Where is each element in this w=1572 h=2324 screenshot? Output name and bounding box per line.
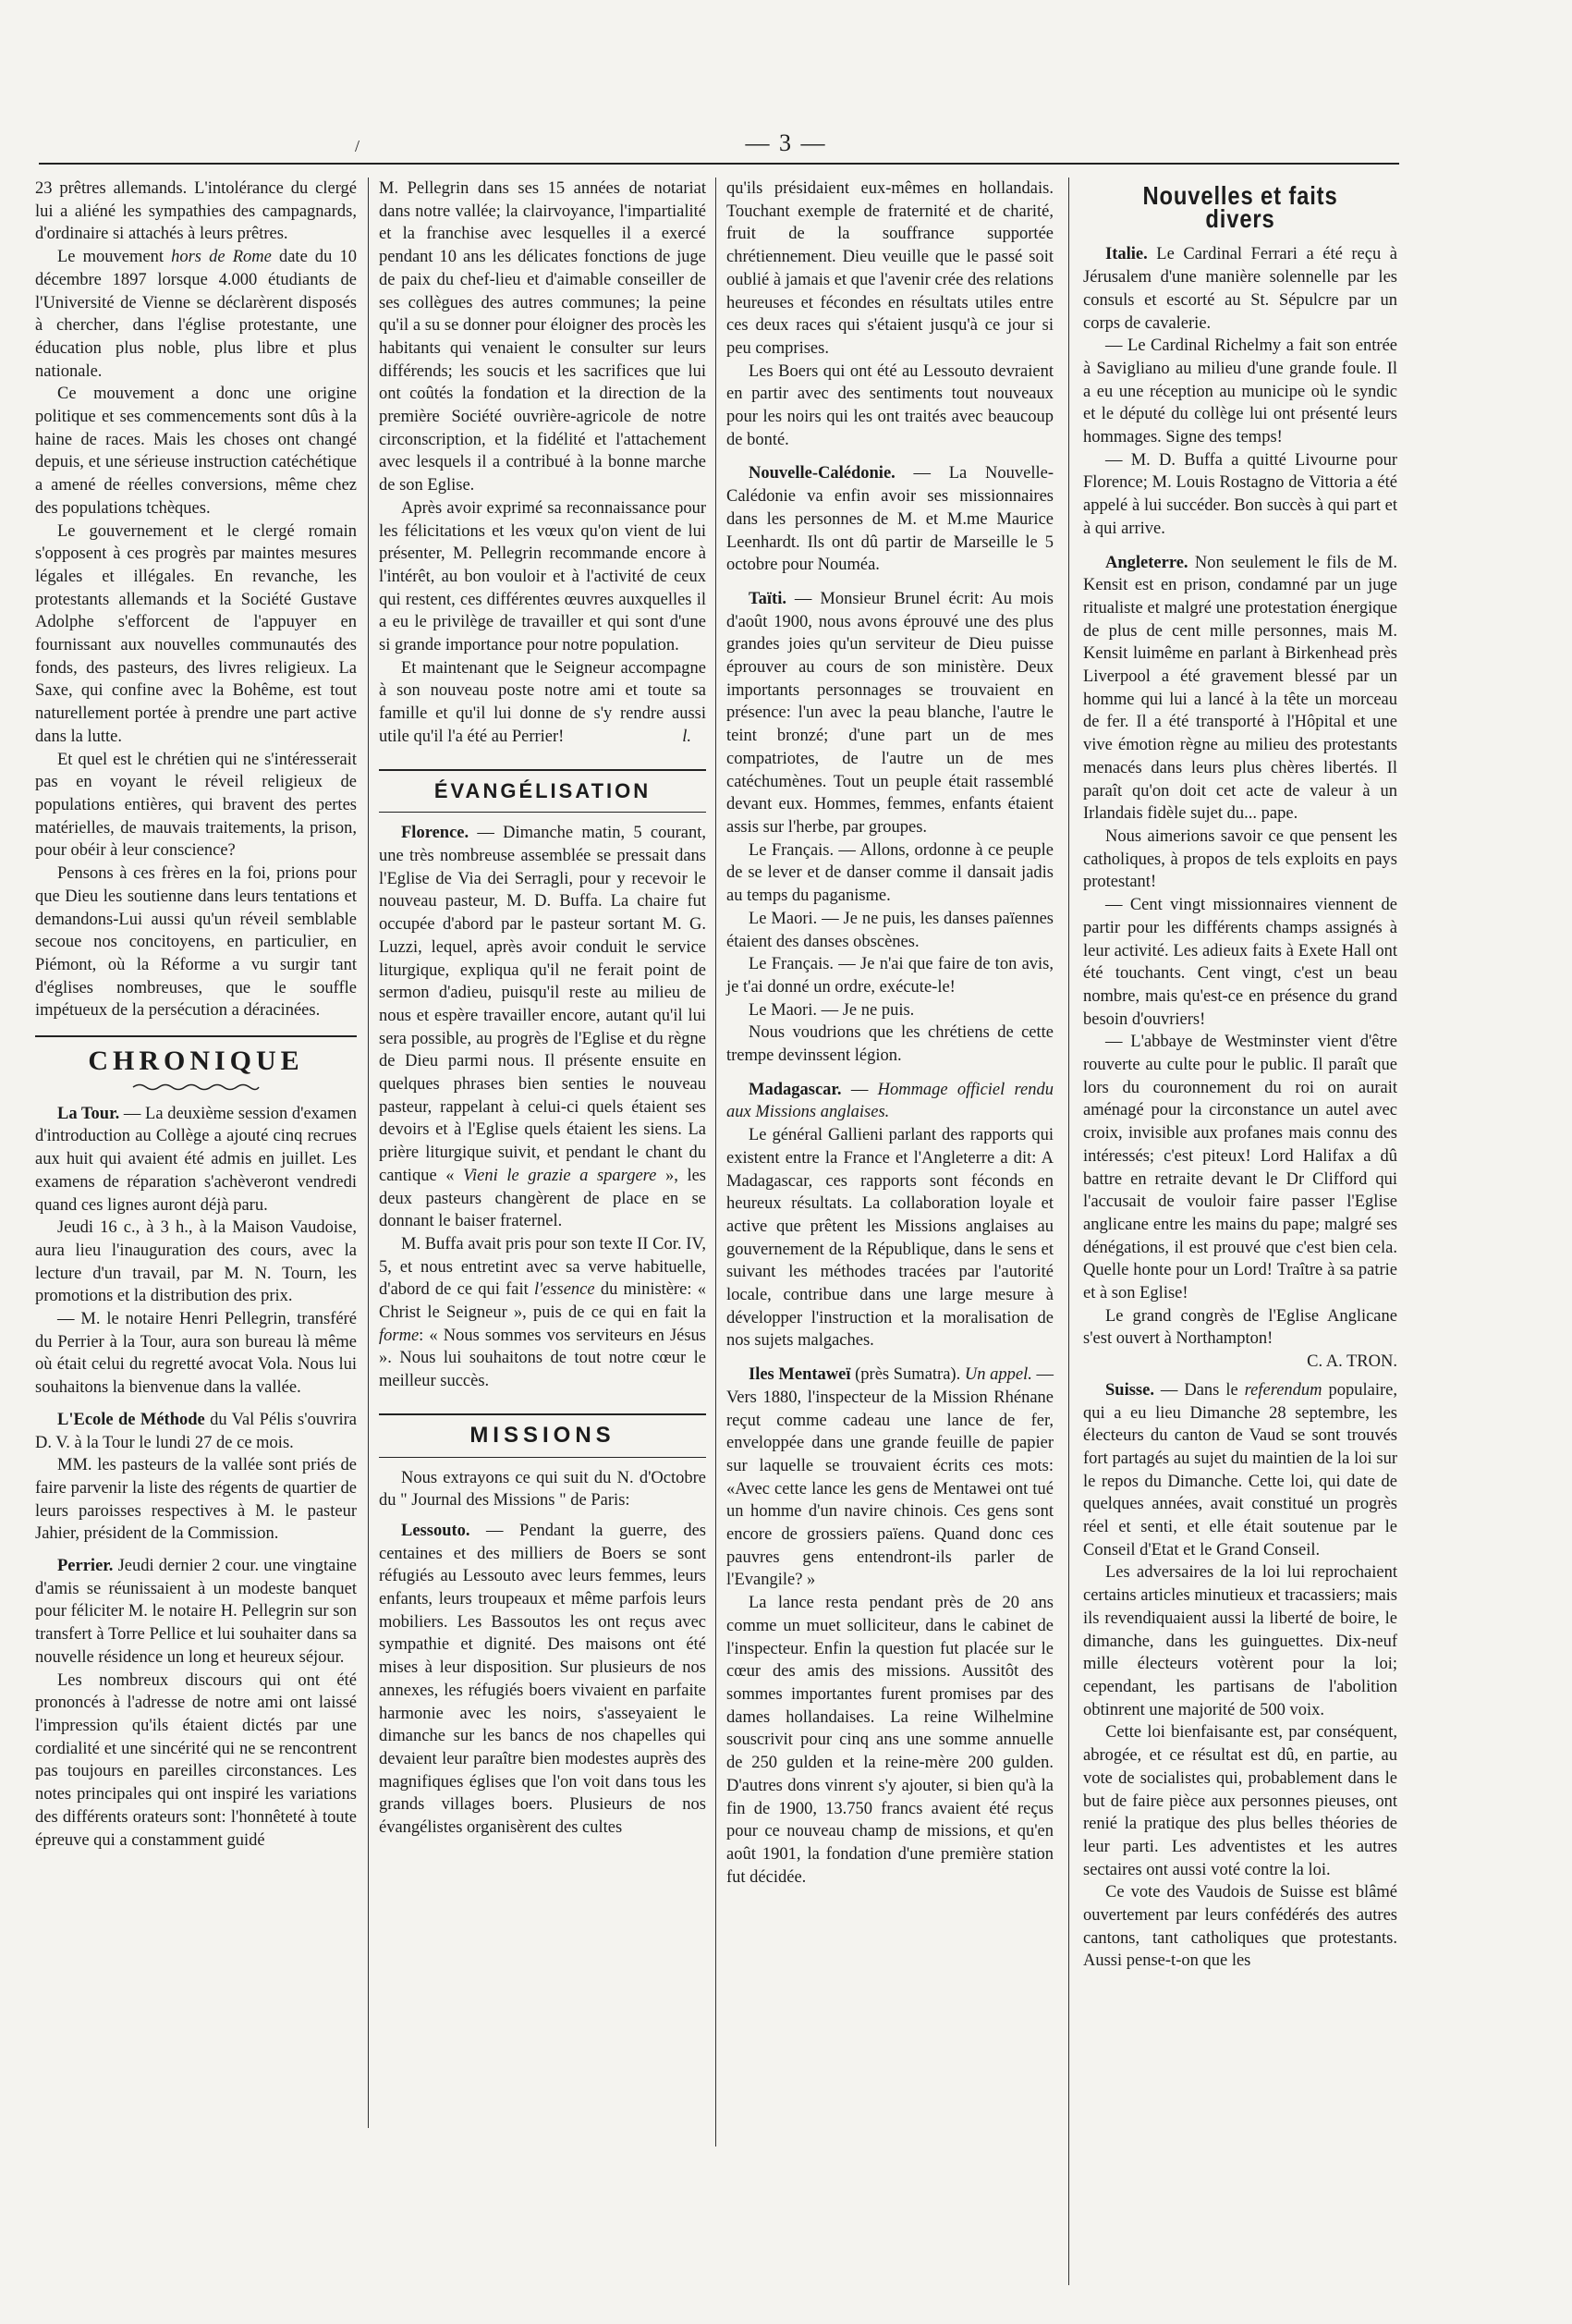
paragraph: Nous aimerions savoir ce que pensent les catholiques, à propos de tels exploits en pays protestant!	[1083, 826, 1397, 892]
paragraph: M. Buffa avait pris pour son texte II Cor. IV, 5, et nous entretint avec sa verve habituelle, d'abord de ce qui fait l'essence du ministère: « Christ le Seigneur », puis de ce qui en fait la forme: « Nous sommes vos serviteurs en Jésus ». Nous lui souhaitons de tout notre cœur le meilleur succès.	[379, 1234, 706, 1391]
paragraph: Le Français. — Je n'ai que faire de ton avis, je t'ai donné un ordre, exécute-le!	[726, 955, 1054, 997]
paragraph: Iles Mentaweï (près Sumatra). Un appel. — Vers 1880, l'inspecteur de la Mission Rhénane reçut comme cadeau une lance de fer, enveloppée dans une grande feuille de papier sur laquelle se trouvaient écrits ces mots: «Avec cette lance les gens de Mentawei ont tué un homme d'un navire chinois. Ces gens sont encore de grossiers païens. Quand donc ces pauvres gens entendront-ils parler de l'Evangile? »	[726, 1365, 1054, 1590]
paragraph: Les Boers qui ont été au Lessouto devraient en partir avec des sentiments tout nouveaux pour les noirs qui les ont traités avec beaucoup de bonté.	[726, 361, 1054, 449]
paragraph: Le Français. — Allons, ordonne à ce peuple de se lever et de danser comme il dansait jadis au temps du paganisme.	[726, 840, 1054, 906]
section-rule	[379, 812, 706, 813]
column-2	[379, 177, 706, 1840]
paragraph: Taïti. — Monsieur Brunel écrit: Au mois d'août 1900, nous avons éprouvé une des plus grandes joies qu'un serviteur de Dieu puisse éprouver au cours de son ministère. Deux importants personnages se trouvaient en présence: l'un avec la peau blanche, l'autre le teint bronzé; d'une part un de mes compatriotes, de l'autre un de mes catéchumènes. Tout un peuple était rassemblé devant eux. Hommes, femmes, enfants étaient assis sur l'herbe, par groupes.	[726, 589, 1054, 837]
paragraph: — L'abbaye de Westminster vient d'être rouverte au culte pour le public. Il paraît que lors du couronnement du roi on aurait aménagé pour la circonstance un autel avec croix, invisible aux profanes mais connu des intéressés; c'est piteux! Lord Halifax a dû battre en retraite devant le Dr Clifford qui l'accusait de vouloir faire passer l'Eglise anglicane entre les mains du pape; malgré ses dénégations, il est prouvé que c'est bien cela. Quelle honte pour un Lord! Traître à sa patrie et à son Eglise!	[1083, 1033, 1397, 1303]
paragraph: Les adversaires de la loi lui reprochaient certains articles minutieux et tracassiers; mais ils revendiquaient aussi la liberté de boire, le dimanche, dans les guinguettes. Dix-neuf mille électeurs votèrent pour la loi; cependant, les partisans de l'abolition obtinrent une majorité de 500 voix.	[1083, 1563, 1397, 1719]
paragraph: Le général Gallieni parlant des rapports qui existent entre la France et l'Angleterre a dit: A Madagascar, ces rapports sont féconds en heureux résultats. La collaboration loyale et active que prêtent les Missions anglaises au gouvernement de la République, dans le sens et suivant les méthodes tracées par l'autorité locale, contribue dans une large mesure à développer l'instruction et la moralisation de nos sujets malgaches.	[726, 1126, 1054, 1351]
paragraph: Nous voudrions que les chrétiens de cette trempe devinssent légion.	[726, 1023, 1054, 1066]
section-title-evangelisation: ÉVANGÉLISATION	[433, 778, 652, 802]
section-title-nouvelles: Nouvelles et faits divers	[1142, 181, 1338, 233]
paragraph: Italie. Le Cardinal Ferrari a été reçu à Jérusalem d'une manière solennelle par les consuls et escorté au St. Sépulcre par un corps de cavalerie.	[1083, 245, 1397, 333]
paragraph: Suisse. — Dans le referendum populaire, qui a eu lieu Dimanche 28 septembre, les électeurs du canton de Vaud se sont trouvés fort partagés au sujet du maintien de la loi sur le repos du Dimanche. Cette loi, qui date de quelques années, avait constitué un progrès réel et senti, et elle était soutenue par le Conseil d'Etat et le Grand Conseil.	[1083, 1380, 1397, 1560]
paragraph: Et maintenant que le Seigneur accompagne à son nouveau poste notre ami et toute sa famille et qu'il lui donne de s'y rendre aussi utile qu'il l'a été au Perrier! l.	[379, 658, 706, 746]
section-title-missions: MISSIONS	[469, 1422, 615, 1448]
paragraph: Le Maori. — Je ne puis, les danses païennes étaient des danses obscènes.	[726, 909, 1054, 951]
signature: C. A. TRON.	[1307, 1352, 1397, 1372]
paragraph: La lance resta pendant près de 20 ans comme un muet solliciteur, dans le cabinet de l'inspecteur. Enfin la question fut placée sur le cœur des amis des missions. Aussitôt des sommes importantes furent promises par des dames hollandaises. La reine Wilhelmine souscrivit pour cinq ans une somme annuelle de 250 gulden et la reine-mère 200 gulden. D'autres dons vinrent s'y ajouter, si bien qu'à la fin de 1900, 13.750 francs avaient été reçus pour ce nouveau champ de missions, et qu'en août 1901, la fondation d'une première station fut décidée.	[726, 1594, 1054, 1887]
page-number: — 3 —	[745, 129, 827, 156]
paragraph: Madagascar. — Hommage officiel rendu aux Missions anglaises.	[726, 1080, 1054, 1122]
paragraph: Après avoir exprimé sa reconnaissance pour les félicitations et les vœux qu'on vient de lui présenter, M. Pellegrin recommande encore à l'intérêt, au bon vouloir et à l'activité de ceux qui restent, ces différentes œuvres auxquelles il a eu le privilège de travailler et qui sont d'une si grande importance pour notre population.	[379, 498, 706, 655]
paragraph: — Cent vingt missionnaires viennent de partir pour les différents champs assignés à leur activité. Les adieux faits à Exete Hall ont été touchants. Cent vingt, c'est un beau nombre, mais qu'est-ce en présence du grand besoin d'ouvriers!	[1083, 896, 1397, 1029]
header-rule	[39, 163, 1399, 165]
paragraph: Les nombreux discours qui ont été prononcés à l'adresse de notre ami ont laissé l'impression qu'ils étaient dictés par une cordialité et une sincérité qui ne se rencontrent pas toujours en pareilles circonstances. Les notes principales qui ont inspiré les variations des différents orateurs sont: l'honnêteté à toute épreuve qui a constamment guidé	[35, 1670, 357, 1850]
paragraph: qu'ils présidaient eux-mêmes en hollandais. Touchant exemple de fraternité et de charité, fruit de la souffrance supportée chrétiennement. Dieu veuille que le passé soit oublié à jamais et que l'avenir crée des relations heureuses et fécondes en résultats utiles entre ces deux races qui s'étaient jusqu'à ce jour si peu comprises.	[726, 179, 1054, 358]
ornament-squiggle	[131, 1082, 261, 1092]
paragraph: La Tour. — La deuxième session d'examen d'introduction au Collège a ajouté cinq recrues aux huit qui avaient été admis en juillet. Les examens de réparation s'achèveront vendredi quand ces lignes auront déjà paru.	[35, 1104, 357, 1215]
paragraph: — Le Cardinal Richelmy a fait son entrée à Savigliano au milieu d'une grande foule. Il a eu une réception au municipe où le syndic et le député du collège lui ont présenté leurs hommages. Signe des temps!	[1083, 336, 1397, 447]
paragraph: L'Ecole de Méthode du Val Pélis s'ouvrira D. V. à la Tour le lundi 27 de ce mois.	[35, 1410, 357, 1452]
paragraph: Perrier. Jeudi dernier 2 cour. une vingtaine d'amis se réunissaient à un modeste banquet pour féliciter M. le notaire H. Pellegrin sur son transfert à Torre Pellice et lui souhaiter dans sa nouvelle résidence un long et heureux séjour.	[35, 1557, 357, 1667]
paragraph: Lessouto. — Pendant la guerre, des centaines et des milliers de Boers se sont réfugiés au Lessouto avec leurs femmes, leurs enfants, leurs troupeaux et même parfois leurs mobiliers. Les Bassoutos les ont reçus avec sympathie et dignité. Des maisons ont été mises à leur disposition. Sur plusieurs de nos annexes, les réfugiés boers vivaient en parfaite harmonie avec les noirs, s'asseyaient le dimanche sur les bancs de nos chapelles qui devaient leur paraître bien modestes auprès des magnifiques églises que l'on voit dans tous les grands villages boers. Plusieurs de nos évangélistes organisèrent des cultes	[379, 1521, 706, 1838]
paragraph: — M. D. Buffa a quitté Livourne pour Florence; M. Louis Rostagno de Vittoria a été appelé à lui succéder. Bon succès à qui part et à qui arrive.	[1083, 450, 1397, 538]
section-rule	[379, 769, 706, 771]
section-title-chronique: CHRONIQUE	[88, 1046, 304, 1077]
paragraph: Le Maori. — Je ne puis.	[749, 1000, 915, 1020]
section-rule	[379, 1457, 706, 1458]
paragraph: Ce mouvement a donc une origine politique et ses commencements sont dûs à la haine de races. Mais les choses ont changé depuis, et une sérieuse instruction catéchétique a amené de réelles conversions, même chez des populations tchèques.	[35, 385, 357, 518]
paragraph: Pensons à ces frères en la foi, prions pour que Dieu les soutienne dans leurs tentations et demandons-Lui aussi qu'un réveil semblable secoue nos concitoyens, en particulier, en Piémont, où la Réforme a vu surgir tant d'églises nombreuses, que le souffle impétueux de la persécution a déracinées.	[35, 864, 357, 1021]
section-rule	[35, 1035, 357, 1037]
paragraph: Le gouvernement et le clergé romain s'opposent à ces progrès par maintes mesures légales et illégales. En revanche, les protestants allemands et la Société Gustave Adolphe s'efforcent de l'appuyer en fournissant aux nouvelles communautés des fonds, des pasteurs, des livres religieux. La Saxe, qui confine avec la Bohême, est tout naturellement portée à prendre une part active dans la lutte.	[35, 521, 357, 746]
column-1	[35, 177, 357, 1852]
paragraph: Jeudi 16 c., à 3 h., à la Maison Vaudoise, aura lieu l'inauguration des cours, avec la lecture d'un travail, par M. N. Tourn, les promotions et la distribution des prix.	[35, 1218, 357, 1306]
paragraph: Ce vote des Vaudois de Suisse est blâmé ouvertement par leurs confédérés des autres cantons, tant catholiques que protestants. Aussi pense-t-on que les	[1083, 1883, 1397, 1971]
paragraph: Nous extrayons ce qui suit du N. d'Octobre du " Journal des Missions " de Paris:	[379, 1468, 706, 1511]
column-3	[726, 177, 1054, 1889]
column-divider	[715, 177, 716, 2147]
paragraph: Nouvelle-Calédonie. — La Nouvelle-Calédonie va enfin avoir ses missionnaires dans les personnes de M. et M.me Maurice Leenhardt. Ils ont dû partir de Marseille le 5 octobre pour Nouméa.	[726, 464, 1054, 575]
paragraph: Et quel est le chrétien qui ne s'intéresserait pas en voyant le réveil religieux de populations entières, qui bravent des pertes matérielles, de mauvais traitements, la prison, pour obéir à leur conscience?	[35, 750, 357, 861]
paragraph: 23 prêtres allemands. L'intolérance du clergé lui a aliéné les sympathies des campagnards, d'ordinaire si attachés à leurs prêtres.	[35, 179, 357, 244]
paragraph: MM. les pasteurs de la vallée sont priés de faire parvenir la liste des régents de quartier de leurs paroisses respectives à M. le pasteur Jahier, président de la Commission.	[35, 1456, 357, 1544]
paragraph: Le grand congrès de l'Eglise Anglicane s'est ouvert à Northampton!	[1083, 1306, 1397, 1349]
column-divider	[1068, 177, 1069, 2285]
paragraph: M. Pellegrin dans ses 15 années de notariat dans notre vallée; la clairvoyance, l'impartialité et la franchise avec lesquelles il a exercé pendant 10 ans les délicates fonctions de juge de paix du chef-lieu et d'aimable conseiller de ses collègues des autres communes; la peine qu'il a su se donner pour éloigner des procès les habitants qui venaient le consulter sur leurs différends; les soucis et les sacrifices que lui ont coûtés la fondation et la direction de la première Société ouvrière-agricole de notre circonscription, et la fidélité et l'attachement avec lesquels il a contribué à la bonne marche de son Eglise.	[379, 179, 706, 495]
paragraph: — M. le notaire Henri Pellegrin, transféré du Perrier à la Tour, aura son bureau là même où était celui du regretté avocat Vola. Nous lui souhaitons la bienvenue dans la vallée.	[35, 1310, 357, 1398]
paragraph: Cette loi bienfaisante est, par conséquent, abrogée, et ce résultat est dû, en partie, au vote de socialistes qui, probablement dans le but de faire pièce aux personnes pieuses, ont renié la pratique des plus belles théories de leur parti. Les adventistes et les autres sectaires ont aussi voté contre la loi.	[1083, 1723, 1397, 1879]
paragraph: Florence. — Dimanche matin, 5 courant, une très nombreuse assemblée se pressait dans l'Eglise de Via dei Serragli, pour y recevoir le nouveau pasteur, M. D. Buffa. La chaire fut occupée d'abord par le pasteur sortant M. G. Luzzi, lequel, après avoir conduit le service liturgique, expliqua qu'il ne ferait point de sermon d'adieu, puisqu'il reste au milieu de nous et espère travailler encore, autant qu'il lui sera possible, au progrès de l'Eglise et du règne de Dieu parmi nous. Il présente ensuite en quelques phrases bien senties le nouveau pasteur, rappelant à celui-ci quels étaient ses devoirs et à l'Eglise quels étaient les siens. La prière liturgique suivit, et pendant le chant du cantique « Vieni le grazie a spargere », les deux pasteurs changèrent de place en se donnant le baiser fraternel.	[379, 824, 706, 1231]
paragraph: Le mouvement hors de Rome date du 10 décembre 1897 lorsque 4.000 étudiants de l'Université de Vienne se déclarèrent disposés à chercher, dans l'église protestante, une éducation plus noble, plus libre et plus nationale.	[35, 248, 358, 381]
corner-mark: /	[355, 137, 360, 155]
column-divider	[368, 177, 369, 2128]
paragraph: Angleterre. Non seulement le fils de M. Kensit est en prison, condamné par un juge ritualiste et malgré une protestation énergique de plus de cent mille personnes, mais M. Kensit luimême en parlant à Birkenhead près Liverpool a été gravement blessé par un homme qui lui a lancé à la tête un morceau de fer. Il a été transporté à l'Hôpital et une vive émotion règne au milieu des protestants menacés dans leurs plus chères libertés. Il paraît qu'on doit cet acte de valeur à un Irlandais fidèle sujet du... pape.	[1083, 553, 1397, 824]
section-rule	[379, 1413, 706, 1415]
column-4	[1083, 177, 1397, 1973]
